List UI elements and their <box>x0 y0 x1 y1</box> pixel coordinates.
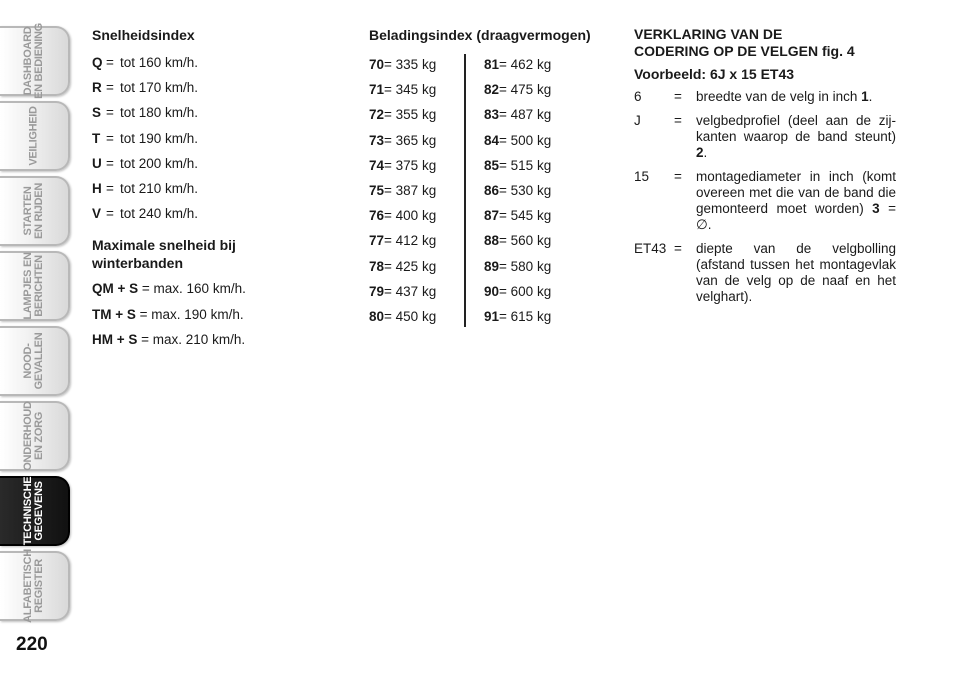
load-value: = 345 kg <box>384 82 437 98</box>
list-item <box>92 302 332 327</box>
speed-code: S <box>92 105 102 121</box>
example-value: 6J x 15 ET43 <box>709 66 795 82</box>
speed-index-section <box>92 26 332 352</box>
list-item <box>92 201 332 226</box>
load-code: 76 <box>369 208 385 224</box>
equals-sign: = <box>674 113 682 128</box>
tab-label: STARTEN EN RIJDEN <box>22 183 45 239</box>
load-code: 85 <box>484 157 500 173</box>
winter-title-line: winterbanden <box>92 255 184 272</box>
speed-code: H <box>92 181 102 197</box>
rim-key: ET43 <box>634 241 667 256</box>
list-item <box>92 100 332 125</box>
speed-index-list <box>92 50 332 226</box>
list-item <box>92 151 332 176</box>
tab-lampjes[interactable] <box>0 251 70 321</box>
load-value: = 475 kg <box>499 82 552 98</box>
list-item <box>369 254 436 279</box>
equals-sign: = <box>106 130 114 146</box>
winter-title-line: Maximale snelheid bij <box>92 237 236 254</box>
list-item <box>92 75 332 100</box>
rim-description: montagediameter in inch (komt overeen met die van de band die gemonteerd moet worden) <box>696 169 896 216</box>
tab-label: LAMPJES EN BERICHTEN <box>22 252 45 320</box>
list-item <box>634 113 896 161</box>
load-index-section <box>369 26 619 324</box>
winter-list <box>92 276 332 352</box>
list-item <box>634 169 896 233</box>
load-code: 77 <box>369 233 385 249</box>
page-number: 220 <box>16 634 48 655</box>
reference-number: 2 <box>696 145 704 160</box>
tab-dashboard[interactable] <box>0 23 70 99</box>
list-item <box>369 153 436 178</box>
speed-value: tot 180 km/h. <box>120 105 199 121</box>
load-value: = 462 kg <box>499 57 552 73</box>
tab-label: VEILIGHEID <box>27 106 40 166</box>
load-value: = 387 kg <box>384 183 437 199</box>
load-value: = 500 kg <box>499 132 552 148</box>
list-item <box>484 254 551 279</box>
list-item <box>484 52 551 77</box>
list-item <box>92 126 332 151</box>
equals-sign: = <box>106 105 114 121</box>
load-code: 89 <box>484 258 500 274</box>
example-label: Voorbeeld: <box>634 66 710 82</box>
list-item <box>92 327 332 352</box>
list-item <box>369 52 436 77</box>
load-value: = 560 kg <box>499 233 552 249</box>
load-code: 82 <box>484 82 500 98</box>
load-value: = 400 kg <box>384 208 437 224</box>
winter-title <box>92 236 332 272</box>
chapter-tabs <box>0 23 74 626</box>
tab-noodgevallen[interactable] <box>0 326 70 396</box>
load-value: = 615 kg <box>499 308 552 324</box>
speed-value: tot 160 km/h. <box>120 55 199 71</box>
reference-number: 3 <box>872 201 880 216</box>
rim-tail: = ∅. <box>696 201 896 232</box>
load-value: = 365 kg <box>384 132 437 148</box>
figure-reference[interactable]: fig. 4 <box>822 43 855 59</box>
list-item <box>634 241 896 305</box>
list-item <box>484 153 551 178</box>
rim-title-line: CODERING OP DE VELGEN <box>634 43 822 59</box>
list-item <box>369 228 436 253</box>
list-item <box>484 178 551 203</box>
list-item <box>369 279 436 304</box>
rim-coding-title <box>634 26 896 60</box>
equals-sign: = <box>106 155 114 171</box>
load-value: = 450 kg <box>384 308 437 324</box>
speed-code: R <box>92 80 102 96</box>
tab-label: NOOD- GEVALLEN <box>22 332 45 390</box>
example-line <box>634 66 896 83</box>
load-code: 71 <box>369 82 385 98</box>
winter-combo: HM + S <box>92 331 138 347</box>
load-value: = 412 kg <box>384 233 437 249</box>
rim-description: velgbedprofiel (deel aan de zij-kanten waarop de band steunt) <box>696 113 896 144</box>
rim-title-line: VERKLARING VAN DE <box>634 26 783 42</box>
winter-combo: QM + S <box>92 281 139 297</box>
equals-sign: = <box>106 80 114 96</box>
speed-value: tot 200 km/h. <box>120 155 199 171</box>
load-code: 91 <box>484 308 500 324</box>
speed-code: Q <box>92 55 103 71</box>
rim-tail: . <box>868 89 873 104</box>
load-value: = 487 kg <box>499 107 552 123</box>
list-item <box>369 77 436 102</box>
list-item <box>484 228 551 253</box>
load-code: 70 <box>369 57 385 73</box>
rim-key: 15 <box>634 169 650 184</box>
list-item <box>369 178 436 203</box>
list-item <box>484 102 551 127</box>
load-value: = 335 kg <box>384 57 437 73</box>
load-code: 72 <box>369 107 385 123</box>
rim-tail: . <box>703 145 708 160</box>
load-code: 83 <box>484 107 500 123</box>
rim-description: breedte van de velg in inch <box>696 89 862 104</box>
equals-sign: = <box>106 206 114 222</box>
load-code: 80 <box>369 308 385 324</box>
list-item <box>634 89 896 105</box>
list-item <box>369 102 436 127</box>
winter-combo: TM + S <box>92 306 136 322</box>
load-value: = 530 kg <box>499 183 552 199</box>
list-item <box>484 279 551 304</box>
load-value: = 355 kg <box>384 107 437 123</box>
load-value: = 545 kg <box>499 208 552 224</box>
list-item <box>92 50 332 75</box>
list-item <box>484 77 551 102</box>
winter-value: = max. 190 km/h. <box>139 306 244 322</box>
list-item <box>369 304 436 329</box>
rim-key: J <box>634 113 641 128</box>
tab-starten[interactable] <box>0 176 70 246</box>
speed-value: tot 190 km/h. <box>120 130 199 146</box>
equals-sign: = <box>674 89 682 104</box>
speed-value: tot 170 km/h. <box>120 80 199 96</box>
tab-alfabetisch-register[interactable] <box>0 551 70 621</box>
equals-sign: = <box>106 181 114 197</box>
equals-sign: = <box>106 55 114 71</box>
tab-label: DASHBOARD EN BEDIENING <box>22 23 45 99</box>
speed-code: T <box>92 130 101 146</box>
rim-key: 6 <box>634 89 642 104</box>
list-item <box>484 304 551 329</box>
tab-label: ONDERHOUD EN ZORG <box>22 401 45 471</box>
list-item <box>369 203 436 228</box>
load-column-right <box>484 52 551 329</box>
column-divider <box>464 54 466 327</box>
tab-onderhoud[interactable] <box>0 401 70 471</box>
load-index-title: Beladingsindex (draagvermogen) <box>369 27 591 43</box>
load-value: = 600 kg <box>499 283 552 299</box>
tab-veiligheid[interactable] <box>0 101 70 171</box>
load-column-left <box>369 52 436 329</box>
tab-label: TECHNISCHE GEGEVENS <box>22 476 45 546</box>
load-code: 75 <box>369 183 385 199</box>
speed-code: V <box>92 206 102 222</box>
rim-coding-section <box>634 26 896 305</box>
load-value: = 425 kg <box>384 258 437 274</box>
list-item <box>92 176 332 201</box>
list-item <box>484 128 551 153</box>
rim-description: diepte van de velgbolling (afstand tussen het montagevlak van de velg op de naaf en het velghart). <box>696 241 896 304</box>
speed-value: tot 240 km/h. <box>120 206 199 222</box>
speed-value: tot 210 km/h. <box>120 181 199 197</box>
speed-index-title: Snelheidsindex <box>92 27 195 43</box>
load-code: 90 <box>484 283 500 299</box>
load-code: 81 <box>484 57 500 73</box>
load-code: 87 <box>484 208 500 224</box>
list-item <box>484 203 551 228</box>
equals-sign: = <box>674 169 682 184</box>
equals-sign: = <box>674 241 682 256</box>
load-code: 88 <box>484 233 500 249</box>
load-code: 79 <box>369 283 385 299</box>
load-value: = 375 kg <box>384 157 437 173</box>
load-code: 73 <box>369 132 385 148</box>
tab-label: ALFABETISCH REGISTER <box>22 549 45 623</box>
load-value: = 437 kg <box>384 283 437 299</box>
load-value: = 515 kg <box>499 157 552 173</box>
reference-number: 1 <box>861 89 869 104</box>
load-value: = 580 kg <box>499 258 552 274</box>
load-code: 74 <box>369 157 385 173</box>
list-item <box>369 128 436 153</box>
winter-value: = max. 210 km/h. <box>141 331 246 347</box>
speed-code: U <box>92 155 102 171</box>
load-code: 78 <box>369 258 385 274</box>
winter-value: = max. 160 km/h. <box>141 281 246 297</box>
load-code: 86 <box>484 183 500 199</box>
load-code: 84 <box>484 132 500 148</box>
list-item <box>92 276 332 301</box>
tab-technische-gegevens[interactable] <box>0 476 70 546</box>
